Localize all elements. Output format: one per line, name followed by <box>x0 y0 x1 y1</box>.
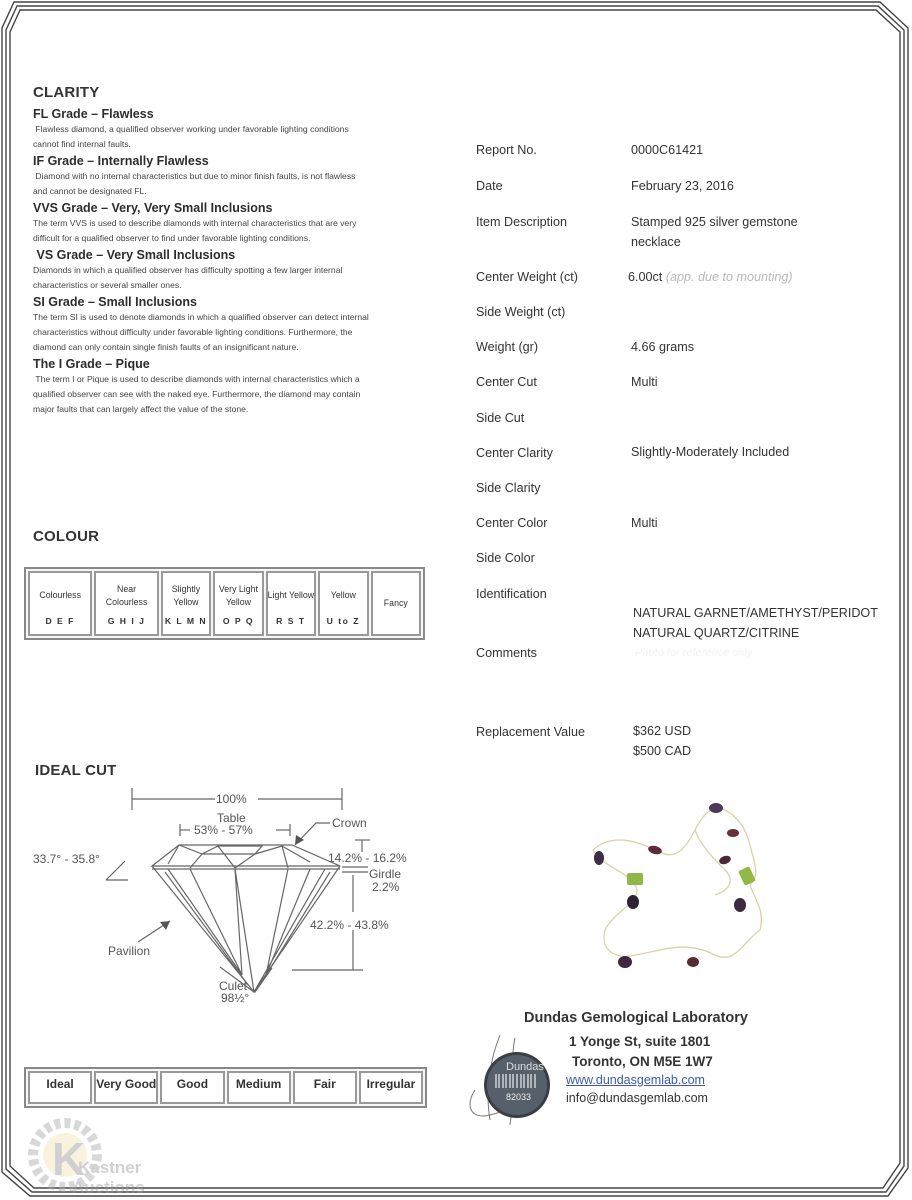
grade-title: The I Grade – Pique <box>33 357 150 371</box>
grade-title: FL Grade – Flawless <box>33 107 154 121</box>
center-weight-label: Center Weight (ct) <box>476 270 578 284</box>
culet-label: Culet <box>219 979 248 993</box>
colour-cell-near-colourless: Near Colourless G H I J <box>94 571 158 636</box>
side-cut-label: Side Cut <box>476 411 525 425</box>
center-clarity-label: Center Clarity <box>476 446 553 460</box>
grade-description: The term VVS is used to describe diamonds with internal characteristics that are very difficult for a qualified observer to find under favorable lighting conditions. <box>33 218 357 243</box>
watermark-line1: Kastner <box>78 1158 142 1177</box>
center-color-label: Center Color <box>476 516 548 530</box>
grade-title: VVS Grade – Very, Very Small Inclusions <box>33 201 273 215</box>
kastner-auctions-watermark <box>20 1115 170 1200</box>
lab-address-street: 1 Yonge St, suite 1801 <box>569 1034 711 1049</box>
ideal-cut-title: IDEAL CUT <box>35 762 117 779</box>
grade-description: The term SI is used to denote diamonds in which a qualified observer can detect internal characteristics without difficulty under favorable lighting conditions. Furthermore, the diamond can only contain single finish faults of an insignificant nature. <box>33 312 369 352</box>
clarity-grade-vvs <box>33 200 433 246</box>
grade-title: IF Grade – Internally Flawless <box>33 154 209 168</box>
replacement-value-label: Replacement Value <box>476 725 585 739</box>
identification-label: Identification <box>476 587 547 601</box>
clarity-grade-fl <box>33 106 433 152</box>
grade-title: VS Grade – Very Small Inclusions <box>36 248 236 262</box>
grade-description: Diamond with no internal characteristics but due to minor finish faults, is not flawless and cannot be designated FL. <box>33 171 356 196</box>
necklace-photo <box>575 790 775 980</box>
pavilion-label: Pavilion <box>108 944 151 958</box>
side-color-label: Side Color <box>476 551 535 565</box>
colour-cell-colourless: Colourless D E F <box>28 571 92 636</box>
clarity-grade-i <box>33 356 433 417</box>
identification-value: NATURAL GARNET/AMETHYST/PERIDOT NATURAL QUARTZ/CITRINE <box>633 606 878 640</box>
colour-cell-very-light-yellow: Very Light Yellow O P Q <box>213 571 263 636</box>
lab-email: info@dundasgemlab.com <box>566 1091 708 1105</box>
cut-grade-fair: Fair <box>293 1071 357 1104</box>
grade-description: Flawless diamond, a qualified observer working under favorable lighting conditions cannot find internal faults. <box>33 124 349 149</box>
comments-label: Comments <box>476 646 537 660</box>
replacement-value: $362 USD $500 CAD <box>633 724 692 758</box>
cut-grade-table <box>24 1067 427 1108</box>
girdle-value-label: 2.2% <box>372 880 400 894</box>
center-clarity-value: Slightly-Moderately Included <box>631 445 790 459</box>
colour-cell-slightly-yellow: Slightly Yellow K L M N <box>161 571 211 636</box>
clarity-section <box>33 84 433 418</box>
cut-grade-medium: Medium <box>227 1071 291 1104</box>
crown-height-label: 14.2% - 16.2% <box>328 851 407 865</box>
side-weight-label: Side Weight (ct) <box>476 305 566 319</box>
grade-description: The term I or Pique is used to describe diamonds with internal characteristics which a qualified observer can see with the naked eye. Furthermore, the diamond may contain major faults that can largely affect the value of the stone. <box>33 374 361 414</box>
colour-cell-light-yellow: Light Yellow R S T <box>266 571 316 636</box>
lab-address-city: Toronto, ON M5E 1W7 <box>572 1054 713 1069</box>
clarity-grade-vs <box>33 247 433 293</box>
date-label: Date <box>476 179 503 193</box>
seal-brand-text: Dundas <box>506 1061 544 1073</box>
date-value: February 23, 2016 <box>631 179 734 193</box>
total-width-label: 100% <box>216 792 247 806</box>
center-cut-value: Multi <box>631 375 658 389</box>
table-label: Table <box>217 811 246 825</box>
cut-grade-ideal: Ideal <box>28 1071 92 1104</box>
girdle-label: Girdle <box>369 867 402 881</box>
clarity-grade-if <box>33 153 433 199</box>
cut-grade-irregular: Irregular <box>359 1071 423 1104</box>
diamond-proportions-diagram <box>20 780 440 1010</box>
cut-grade-very-good: Very Good <box>94 1071 158 1104</box>
colour-cell-yellow: Yellow U to Z <box>318 571 368 636</box>
item-description-label: Item Description <box>476 215 567 229</box>
watermark-k-glyph: K <box>52 1133 86 1185</box>
center-cut-label: Center Cut <box>476 375 537 389</box>
hologram-seal <box>460 1030 570 1130</box>
weight-grams-value: 4.66 grams <box>631 340 694 354</box>
clarity-grade-si <box>33 294 433 355</box>
weight-grams-label: Weight (gr) <box>476 340 539 354</box>
item-description-value: Stamped 925 silver gemstone necklace <box>631 215 798 249</box>
crown-label: Crown <box>332 816 367 830</box>
side-clarity-label: Side Clarity <box>476 481 541 495</box>
center-weight-value: 6.00ct (app. due to mounting) <box>628 270 793 284</box>
colour-scale-table <box>24 567 425 640</box>
cut-grade-good: Good <box>160 1071 224 1104</box>
table-range-label: 53% - 57% <box>194 823 253 837</box>
lab-name: Dundas Gemological Laboratory <box>524 1010 748 1026</box>
clarity-title: CLARITY <box>33 84 100 101</box>
report-number-label: Report No. <box>476 143 537 157</box>
crown-angle-label: 33.7° - 35.8° <box>33 852 100 866</box>
culet-angle-label: 98½° <box>221 991 250 1005</box>
seal-number-text: 82033 <box>506 1092 532 1102</box>
colour-title: COLOUR <box>33 528 100 545</box>
grade-description: Diamonds in which a qualified observer has difficulty spotting a few larger internal characteristics or several smaller ones. <box>33 265 343 290</box>
pavilion-depth-label: 42.2% - 43.8% <box>310 918 389 932</box>
report-number-value: 0000C61421 <box>631 143 704 157</box>
grade-title: SI Grade – Small Inclusions <box>33 295 197 309</box>
comments-value: Photo for reference only <box>635 647 753 659</box>
center-color-value: Multi <box>631 516 658 530</box>
watermark-line2: Auctions <box>72 1178 145 1197</box>
lab-website-link[interactable]: www.dundasgemlab.com <box>566 1073 705 1087</box>
colour-cell-fancy: Fancy <box>371 571 421 636</box>
